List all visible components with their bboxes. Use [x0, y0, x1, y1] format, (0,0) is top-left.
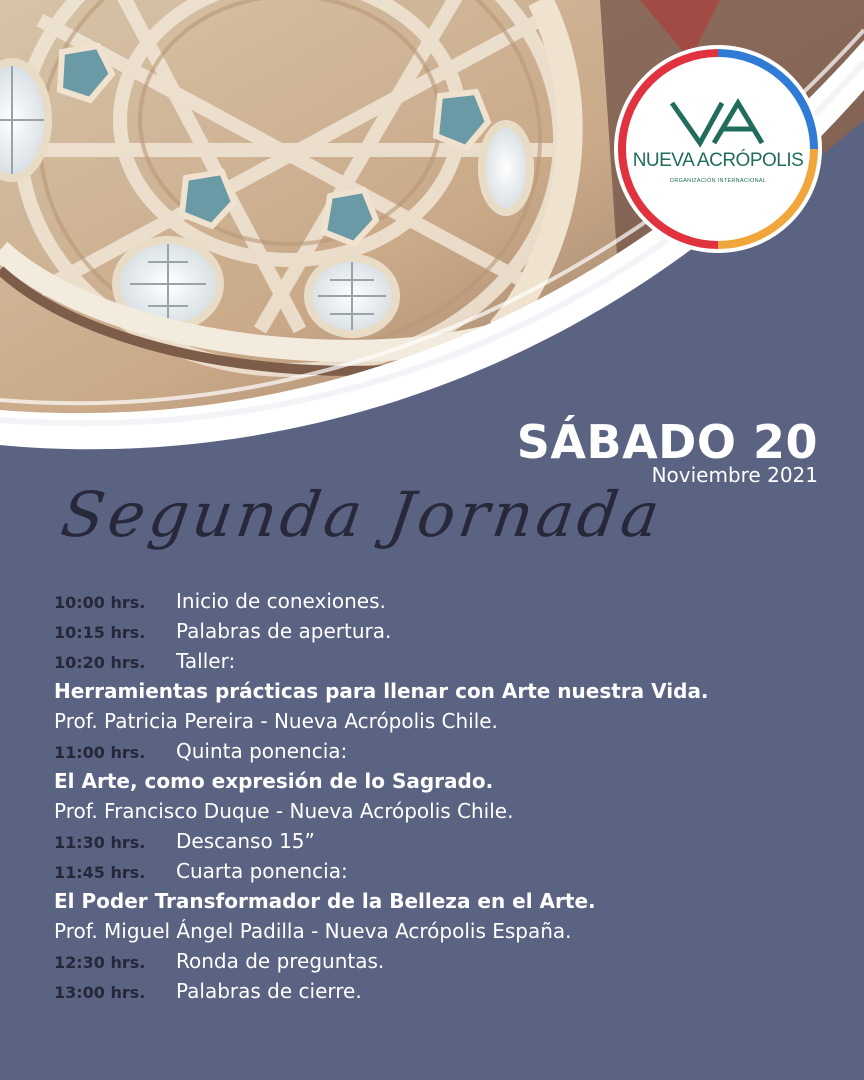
speaker-name: Prof. Francisco Duque - Nueva Acrópolis Chile. [54, 799, 514, 823]
schedule-list [54, 586, 844, 1006]
schedule-activity: Inicio de conexiones. [176, 589, 386, 613]
schedule-row [54, 646, 844, 676]
schedule-activity: Ronda de preguntas. [176, 949, 385, 973]
schedule-time: 11:30 hrs. [54, 833, 146, 852]
schedule-activity: Descanso 15” [176, 829, 315, 853]
schedule-row [54, 856, 844, 886]
schedule-row [54, 976, 844, 1006]
event-day: SÁBADO 20 [516, 415, 818, 469]
session-title: Herramientas prácticas para llenar con Arte nuestra Vida. [54, 679, 709, 703]
schedule-time: 12:30 hrs. [54, 953, 146, 972]
schedule-time: 10:20 hrs. [54, 653, 146, 672]
speaker-row [54, 796, 844, 826]
schedule-row [54, 736, 844, 766]
speaker-name: Prof. Patricia Pereira - Nueva Acrópolis Chile. [54, 709, 498, 733]
logo-subtitle: ORGANIZACIÓN INTERNACIONAL [669, 178, 767, 184]
page-title: Segunda Jornada [56, 478, 668, 551]
schedule-time: 10:15 hrs. [54, 623, 146, 642]
schedule-time: 10:00 hrs. [54, 593, 146, 612]
logo-wordmark: NUEVA ACRÓPOLIS [632, 150, 804, 171]
session-title: El Arte, como expresión de lo Sagrado. [54, 769, 494, 793]
session-title-row [54, 676, 844, 706]
session-title-row [54, 766, 844, 796]
schedule-activity: Quinta ponencia: [176, 739, 348, 763]
schedule-activity: Cuarta ponencia: [176, 859, 348, 883]
nueva-acropolis-logo [612, 43, 824, 255]
schedule-time: 11:45 hrs. [54, 863, 146, 882]
schedule-row [54, 586, 844, 616]
schedule-row [54, 946, 844, 976]
session-title-row [54, 886, 844, 916]
schedule-row [54, 616, 844, 646]
session-title: El Poder Transformador de la Belleza en el Arte. [54, 889, 596, 913]
schedule-time: 13:00 hrs. [54, 983, 146, 1002]
schedule-time: 11:00 hrs. [54, 743, 146, 762]
speaker-name: Prof. Miguel Ángel Padilla - Nueva Acrópolis España. [54, 919, 572, 943]
schedule-activity: Palabras de cierre. [176, 979, 362, 1003]
speaker-row [54, 706, 844, 736]
event-month-year: Noviembre 2021 [651, 463, 818, 487]
schedule-activity: Palabras de apertura. [176, 619, 392, 643]
schedule-row [54, 826, 844, 856]
speaker-row [54, 916, 844, 946]
schedule-activity: Taller: [176, 649, 236, 673]
